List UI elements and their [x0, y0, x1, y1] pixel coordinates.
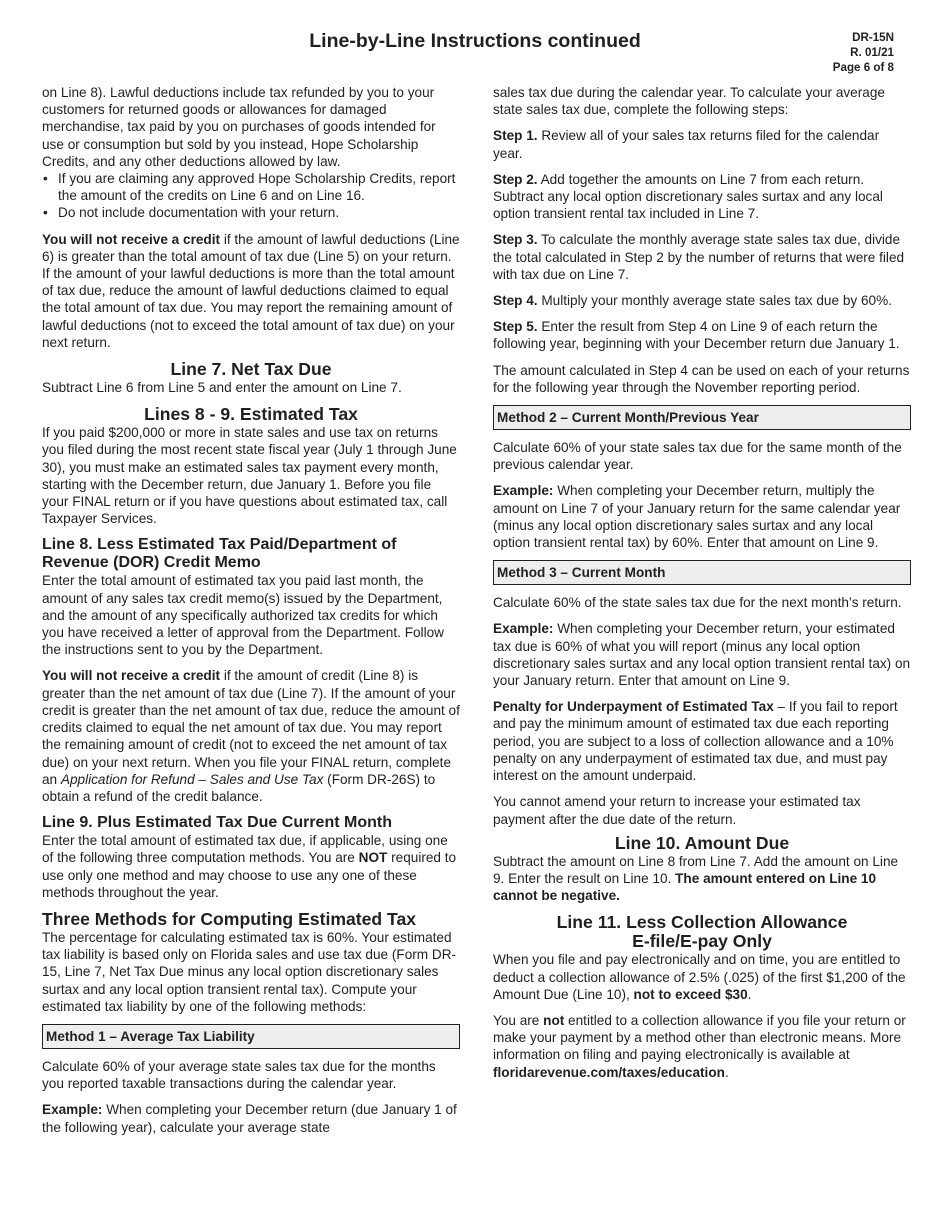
method2-box: Method 2 – Current Month/Previous Year [493, 405, 911, 430]
lawful-deductions-text: on Line 8). Lawful deductions include tax refunded by you to your customers for returned goods or allowances for damaged merchandise, tax paid by you on purchases of goods intended for use or consumption but sold by you instead, Hope Scholarship Credits, and any other deductions allowed by law. [42, 85, 436, 169]
page-number: Page 6 of 8 [832, 61, 894, 74]
bullet-item: • Do not include documentation with your return. [43, 205, 340, 221]
education-url: floridarevenue.com/taxes/education [493, 1064, 725, 1080]
line10-text: Subtract the amount on Line 8 from Line 7. Add the amount on Line 9. Enter the result on Line 10. The amount entered on Line 10 cannot be negative. [493, 853, 899, 904]
method2-example: Example: When completing your December return, multiply the amount on Line 7 of your January return for the same calendar year (minus any local option discretionary sales surtax and any local option transient rental tax) by 60%. Enter that amount on Line 9. [493, 483, 901, 551]
method3-text: Calculate 60% of the state sales tax due for the next month’s return. [493, 595, 902, 611]
amend-paragraph: You cannot amend your return to increase your estimated tax payment after the due date of the return. [493, 794, 861, 827]
method3-example: Example: When completing your December return, your estimated tax due is 60% of what you will report (minus any local option discretionary sales surtax and any local option transient rental tax) on your January return. Enter that amount on Line 9. [493, 621, 911, 689]
line11-text: When you file and pay electronically and on time, you are entitled to deduct a collection allowance of 2.5% (.025) of the first $1,200 of the Amount Due (Line 10), not to exceed $30. [493, 952, 906, 1002]
method1-example: Example: When completing your December return (due January 1 of the following year), calculate your average state [42, 1102, 457, 1135]
method1-box: Method 1 – Average Tax Liability [42, 1024, 460, 1049]
bullet-item: • If you are claiming any approved Hope Scholarship Credits, report the amount of the credits on Line 6 and on Line 16. [43, 171, 456, 204]
page-title: Line-by-Line Instructions continued [309, 30, 641, 52]
penalty-paragraph: Penalty for Underpayment of Estimated Tax – If you fail to report and pay the minimum amount of estimated tax due each reporting period, you are subject to a loss of collection allowance and a 10% penalty on any underpayment of estimated tax due, and must pay interest on the amount underpaid. [493, 699, 898, 784]
line7-heading: Line 7. Net Tax Due [170, 359, 332, 380]
form-revision: R. 01/21 [850, 46, 894, 59]
step-5: Step 5. Enter the result from Step 4 on Line 9 of each return the following year, beginning with your December return due January 1. [493, 319, 900, 352]
right-column [493, 84, 911, 1090]
line8-heading: Line 8. Less Estimated Tax Paid/Department of Revenue (DOR) Credit Memo [42, 536, 397, 572]
methods-heading: Three Methods for Computing Estimated Tax [42, 908, 417, 929]
line10-heading: Line 10. Amount Due [614, 832, 790, 853]
bullet-icon: • [43, 205, 48, 221]
line7-text: Subtract Line 6 from Line 5 and enter the amount on Line 7. [42, 380, 402, 396]
step-4: Step 4. Multiply your monthly average state sales tax due by 60%. [493, 293, 892, 309]
continued-text: sales tax due during the calendar year. To calculate your average state sales tax due, complete the following steps: [493, 85, 885, 118]
step-2: Step 2. Add together the amounts on Line 7 from each return. Subtract any local option discretionary sales surtax and any local option transient rental tax included in Line 7. [493, 171, 883, 222]
form-identifier [833, 30, 894, 75]
form-number: DR-15N [852, 31, 894, 44]
line11-heading: Line 11. Less Collection Allowance E-file/E-pay Only [556, 912, 848, 952]
step-1: Step 1. Review all of your sales tax returns filed for the calendar year. [493, 128, 880, 161]
line8-text: Enter the total amount of estimated tax you paid last month, the amount of any sales tax credit memo(s) issued by the Department, and the amount of any specifically authorized tax credits for which you have received a letter of approval from the Department. Follow the instructions sent to you by the Department. [42, 573, 444, 658]
method2-text: Calculate 60% of your state sales tax due for the same month of the previous calendar year. [493, 440, 902, 473]
methods-text: The percentage for calculating estimated tax is 60%. Your estimated tax liability is based only on Florida sales and use tax due (Form DR-15, Line 7, Net Tax Due minus any local option discretionary sales surtax and any local option transient rental tax). Compute your estimated tax liability by one of the following methods: [42, 929, 457, 1014]
bullet-icon: • [43, 171, 48, 187]
credit-paragraph: You will not receive a credit if the amount of credit (Line 8) is greater than the net amount of tax due (Line 7). If the amount of your credit is greater than the net amount of tax due, reduce the amount of credits claimed to equal the net amount of tax due. You may report the remaining amount of credit (not to exceed the net amount of tax due) on your next return. When you file your FINAL return, complete an Application for Refund – Sales and Use Tax (Form DR-26S) to obtain a refund of the credit balance. [42, 668, 460, 804]
not-entitled-paragraph: You are not entitled to a collection allowance if you file your return or make your payment by a method other than electronic means. More information on filing and paying electronically is available at floridarevenue.com/taxes/education. [493, 1012, 906, 1080]
step-3: Step 3. To calculate the monthly average state sales tax due, divide the total calculated in Step 2 by the number of returns that were filed with tax due on Line 7. [493, 232, 905, 282]
step4-note: The amount calculated in Step 4 can be used on each of your returns for the following year through the November reporting period. [493, 362, 910, 395]
no-credit-paragraph: You will not receive a credit if the amount of lawful deductions (Line 6) is greater than the total amount of tax due (Line 5) on your return. If the amount of your lawful deductions is more than the total amount of tax due, reduce the amount of lawful deductions claimed to equal the total amount of tax due. You may report the remaining amount of lawful deductions (not to exceed the total amount of tax due) on your next return. [42, 231, 460, 350]
method1-text: Calculate 60% of your average state sales tax due for the months you reported taxable transactions during the calendar year. [42, 1058, 436, 1092]
line9-heading: Line 9. Plus Estimated Tax Due Current Month [42, 814, 392, 832]
method3-box: Method 3 – Current Month [493, 560, 911, 585]
deduction-bullets [42, 170, 460, 222]
line9-text: Enter the total amount of estimated tax due, if applicable, using one of the following three computation methods. You are NOT required to use only one method and may choose to use any one of these methods throughout the year. [42, 833, 457, 900]
left-column [42, 84, 460, 1145]
line89-heading: Lines 8 - 9. Estimated Tax [144, 404, 358, 425]
line89-text: If you paid $200,000 or more in state sales and use tax on returns you filed during the most recent state fiscal year (July 1 through June 30), you must make an estimated sales tax payment every month, starting with the December return, due January 1. Before you file your FINAL return or if you have questions about estimated tax, call Taxpayer Services. [42, 425, 457, 527]
